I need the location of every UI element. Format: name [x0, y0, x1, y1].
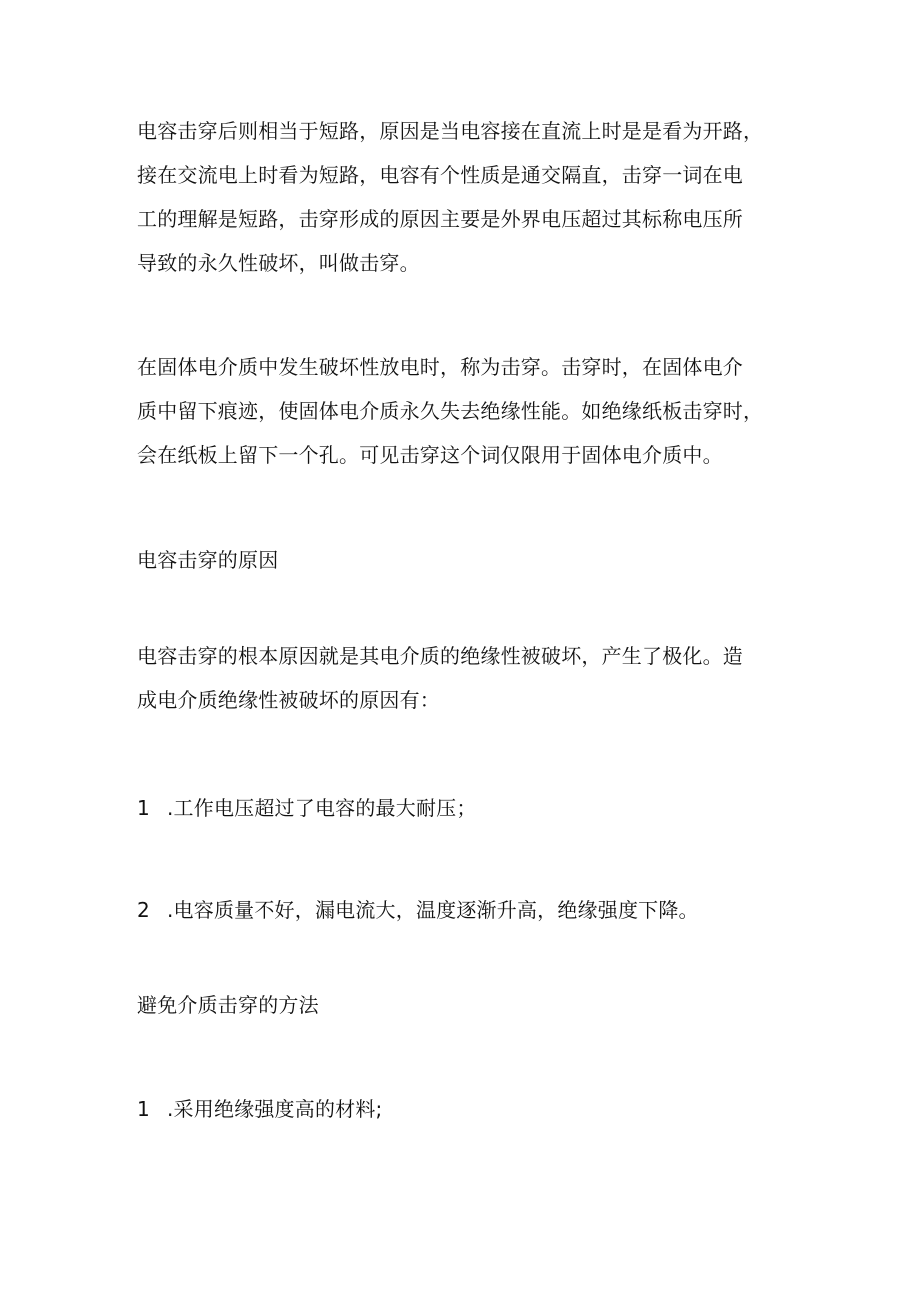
list-item-line — [137, 1087, 807, 1131]
section-heading-prevention — [137, 983, 807, 1027]
paragraph-line: 会在纸板上留下一个孔。可见击穿这个词仅限用于固体电介质中。 — [137, 443, 723, 467]
heading-text: 电容击穿的原因 — [137, 548, 279, 572]
list-text: .电容质量不好，漏电流大，温度逐渐升高，绝缘强度下降。 — [167, 898, 699, 922]
heading-text: 避免介质击穿的方法 — [137, 993, 319, 1017]
paragraph-solid-dielectric — [137, 345, 807, 477]
paragraph-line: 工的理解是短路，击穿形成的原因主要是外界电压超过其标称电压所 — [137, 207, 743, 231]
list-number: 2 — [137, 898, 150, 922]
paragraph-line: 电容击穿的根本原因就是其电介质的绝缘性被破坏，产生了极化。造 — [137, 644, 743, 668]
list-item — [137, 888, 807, 932]
list-item-line — [137, 786, 807, 830]
paragraph-line: 成电介质绝缘性被破坏的原因有： — [137, 688, 440, 712]
paragraph-capacitor-breakdown-intro — [137, 109, 807, 285]
list-text: .工作电压超过了电容的最大耐压； — [167, 796, 477, 820]
paragraph-line: 导致的永久性破坏，叫做击穿。 — [137, 251, 420, 275]
section-heading-causes — [137, 538, 807, 582]
list-text: .采用绝缘强度高的材料; — [167, 1097, 383, 1121]
list-item — [137, 786, 807, 830]
paragraph-line: 质中留下痕迹，使固体电介质永久失去绝缘性能。如绝缘纸板击穿时， — [137, 399, 764, 423]
paragraph-line: 电容击穿后则相当于短路，原因是当电容接在直流上时是是看为开路， — [137, 119, 764, 143]
paragraph-root-cause — [137, 634, 807, 722]
paragraph-line: 接在交流电上时看为短路，电容有个性质是通交隔直，击穿一词在电 — [137, 163, 743, 187]
paragraph-line: 在固体电介质中发生破坏性放电时，称为击穿。击穿时，在固体电介 — [137, 355, 743, 379]
list-item-line — [137, 888, 807, 932]
list-item — [137, 1087, 807, 1131]
list-number: 1 — [137, 1097, 150, 1121]
list-number: 1 — [137, 796, 150, 820]
